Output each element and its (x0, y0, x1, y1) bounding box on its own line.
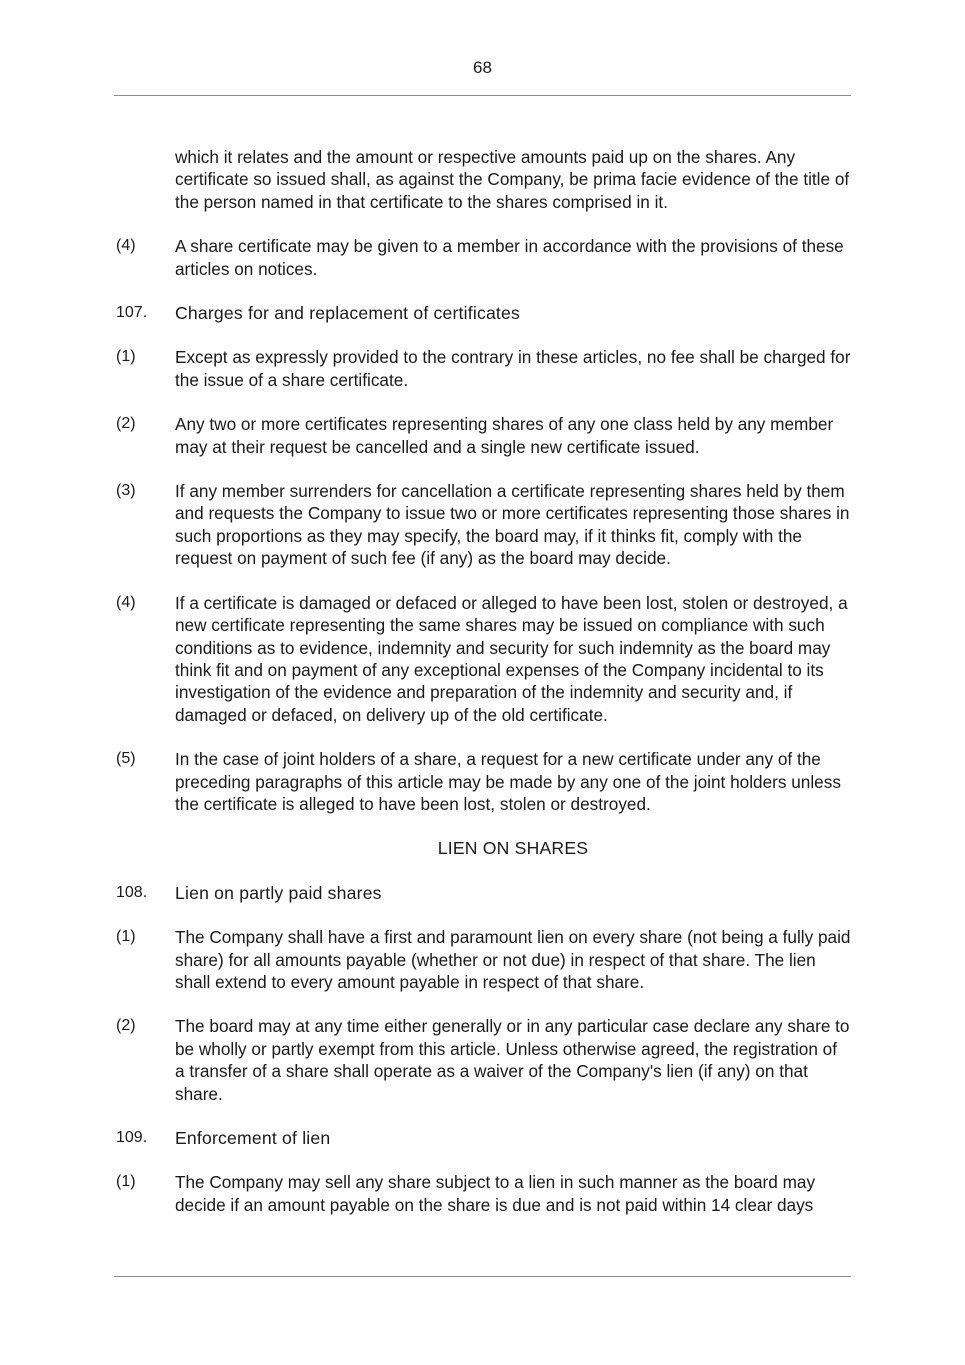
paragraph-107-5 (116, 748, 851, 815)
header-divider (114, 95, 851, 96)
paragraph-text: In the case of joint holders of a share, a request for a new certificate under any of the preceding paragraphs of this article may be made by any one of the joint holders unless the certificate is alleged to have been lost, stolen or destroyed. (175, 749, 841, 814)
article-number: 107. (116, 304, 148, 322)
paragraph-107-1 (116, 346, 851, 391)
paragraph-number: (1) (116, 928, 136, 946)
page-number: 68 (473, 58, 492, 77)
section-heading: LIEN ON SHARES (437, 838, 589, 859)
paragraph-text: If any member surrenders for cancellation a certificate representing shares held by them and requests the Company to issue two or more certificates representing those shares in such proportions as they may specify, the board may, if it thinks fit, comply with the request on payment of such fee (if any) as the board may decide. (175, 481, 850, 569)
paragraph-text: The board may at any time either generally or in any particular case declare any share to be wholly or partly exempt from this article. Unless otherwise agreed, the registration of a transfer of a share shall operate as a waiver of the Company's lien (if any) on that share. (175, 1016, 850, 1104)
paragraph-107-2 (116, 413, 851, 458)
continued-paragraph: which it relates and the amount or respective amounts paid up on the shares. Any certificate so issued shall, as against the Company, be prima facie evidence of the title of the person named in that certificate to the shares comprised in it. (175, 147, 850, 212)
article-title: Charges for and replacement of certificates (175, 303, 521, 324)
paragraph-107-4 (116, 592, 851, 726)
article-108-heading (116, 882, 851, 904)
paragraph-number: (3) (116, 482, 136, 500)
paragraph-number: (2) (116, 1017, 136, 1035)
paragraph-number: (5) (116, 750, 136, 768)
footer-divider (114, 1276, 851, 1277)
paragraph-number: (1) (116, 1173, 136, 1191)
article-title: Enforcement of lien (175, 1128, 331, 1148)
article-109-heading (116, 1127, 851, 1149)
article-number: 108. (116, 883, 148, 901)
article-title: Lien on partly paid shares (175, 882, 382, 903)
paragraph-109-1 (116, 1171, 851, 1216)
article-107-heading (116, 302, 851, 324)
paragraph-108-1 (116, 926, 851, 993)
paragraph-number: (1) (116, 348, 136, 366)
paragraph-text: The Company shall have a first and paramount lien on every share (not being a fully paid share) for all amounts payable (whether or not due) in respect of that share. The lien shall extend to every amount payable in respect of that share. (175, 927, 851, 992)
paragraph-108-2 (116, 1015, 851, 1105)
paragraph-106-4 (116, 235, 851, 280)
paragraph-text: A share certificate may be given to a member in accordance with the provisions of these articles on notices. (175, 236, 844, 279)
paragraph-number: (2) (116, 415, 136, 433)
paragraph-number: (4) (116, 593, 136, 611)
paragraph-text: Any two or more certificates representing shares of any one class held by any member may at their request be cancelled and a single new certificate issued. (175, 414, 834, 457)
document-body (116, 146, 851, 1238)
paragraph-107-3 (116, 480, 851, 570)
paragraph-number: (4) (116, 237, 136, 255)
paragraph-text: If a certificate is damaged or defaced or alleged to have been lost, stolen or destroyed, a new certificate representing the same shares may be issued on compliance with such conditions as to evidence, indemnity and security for such indemnity as the board may think fit and on payment of any exceptional expenses of the Company incidental to its investigation of the evidence and preparation of the indemnity and security and, if damaged or defaced, on delivery up of the old certificate. (175, 592, 848, 725)
paragraph-text: Except as expressly provided to the contrary in these articles, no fee shall be charged for the issue of a share certificate. (175, 347, 851, 390)
paragraph-text: The Company may sell any share subject to a lien in such manner as the board may decide if an amount payable on the share is due and is not paid within 14 clear days (175, 1172, 816, 1215)
article-number: 109. (116, 1129, 148, 1146)
